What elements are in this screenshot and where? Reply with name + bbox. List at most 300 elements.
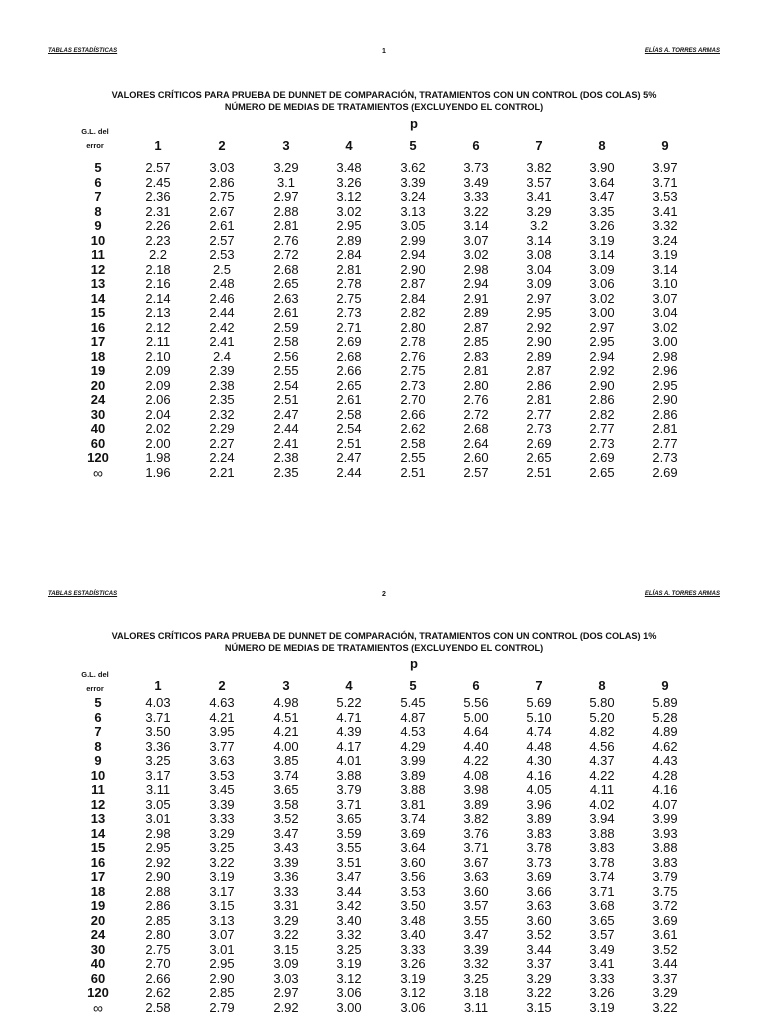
value-cell: 3.00 — [652, 334, 678, 349]
value-cell: 3.43 — [273, 840, 299, 855]
value-cell: 1.98 — [145, 450, 171, 465]
column-header: 1 — [154, 138, 162, 153]
value-cell: 3.1 — [276, 174, 296, 190]
table-row — [0, 856, 768, 871]
header-left-text: TABLAS ESTADÍSTICAS — [48, 48, 118, 54]
value-cell: 2.77 — [589, 421, 615, 436]
value-cell: 2.73 — [589, 435, 615, 451]
table-row — [0, 740, 768, 755]
value-cell: 3.14 — [463, 218, 489, 233]
table-row — [0, 393, 768, 408]
value-cell: 2.69 — [526, 435, 552, 451]
value-cell: 3.83 — [652, 854, 678, 870]
value-cell: 3.01 — [145, 811, 171, 826]
table-row — [0, 379, 768, 394]
value-cell: 3.13 — [400, 203, 426, 219]
value-cell: 3.02 — [336, 203, 362, 219]
value-cell: 3.29 — [652, 985, 678, 1000]
value-cell: 3.19 — [589, 999, 615, 1015]
df-cell: 10 — [90, 767, 106, 783]
value-cell: 3.17 — [145, 767, 171, 783]
table-row — [0, 885, 768, 900]
value-cell: 2.36 — [145, 189, 171, 204]
value-cell: 2.75 — [145, 941, 171, 957]
value-cell: 3.39 — [463, 941, 489, 957]
value-cell: 2.81 — [526, 392, 552, 407]
value-cell: 4.11 — [589, 782, 615, 797]
value-cell: 2.95 — [526, 305, 552, 320]
value-cell: 4.16 — [526, 767, 552, 783]
value-cell: 3.12 — [400, 985, 426, 1000]
value-cell: 2.54 — [336, 421, 362, 436]
value-cell: 2.12 — [145, 319, 171, 335]
table-row — [0, 234, 768, 249]
value-cell: 4.71 — [336, 709, 362, 725]
value-cell: 3.26 — [336, 174, 362, 190]
value-cell: 2.42 — [209, 319, 235, 335]
df-cell: 60 — [90, 435, 106, 451]
value-cell: 2.18 — [145, 261, 171, 277]
df-cell: 6 — [94, 174, 102, 190]
column-header: 6 — [472, 678, 480, 693]
value-cell: 3.49 — [463, 174, 489, 190]
value-cell: 3.19 — [589, 232, 615, 248]
table-row — [0, 248, 768, 263]
value-cell: 2.98 — [145, 825, 171, 841]
value-cell: 2.68 — [336, 348, 362, 364]
value-cell: 3.12 — [336, 970, 362, 986]
value-cell: 2.92 — [145, 854, 171, 870]
value-cell: 4.21 — [273, 724, 299, 739]
table-row — [0, 321, 768, 336]
column-header: 3 — [282, 138, 290, 153]
value-cell: 4.48 — [526, 738, 552, 754]
value-cell: 3.65 — [589, 912, 615, 928]
value-cell: 3.89 — [463, 796, 489, 812]
value-cell: 3.33 — [400, 941, 426, 957]
df-label-line1: G.L. del — [81, 670, 109, 679]
value-cell: 2.57 — [463, 464, 489, 480]
value-cell: 4.51 — [273, 709, 299, 725]
value-cell: 3.22 — [463, 203, 489, 219]
table-row — [0, 943, 768, 958]
value-cell: 2.86 — [526, 377, 552, 393]
value-cell: 3.32 — [652, 218, 678, 233]
value-cell: 3.81 — [400, 796, 426, 812]
value-cell: 2.32 — [209, 406, 235, 422]
value-cell: 2.09 — [145, 377, 171, 393]
value-cell: 2.68 — [463, 421, 489, 436]
value-cell: 3.52 — [526, 927, 552, 942]
value-cell: 2.82 — [589, 406, 615, 422]
value-cell: 2.65 — [336, 377, 362, 393]
value-cell: 3.71 — [336, 796, 362, 812]
value-cell: 3.65 — [336, 811, 362, 826]
df-cell: 12 — [90, 261, 106, 277]
value-cell: 2.90 — [589, 377, 615, 393]
value-cell: 4.53 — [400, 724, 426, 739]
table-row — [0, 437, 768, 452]
table-body — [0, 161, 768, 480]
value-cell: 2.94 — [463, 276, 489, 291]
value-cell: 2.95 — [145, 840, 171, 855]
value-cell: 3.93 — [652, 825, 678, 841]
value-cell: 3.11 — [463, 999, 489, 1015]
table-row — [0, 769, 768, 784]
column-header: 1 — [154, 678, 162, 693]
value-cell: 2.92 — [526, 319, 552, 335]
value-cell: 3.11 — [145, 782, 171, 797]
value-cell: 3.15 — [526, 999, 552, 1015]
value-cell: 3.69 — [526, 869, 552, 884]
value-cell: 3.65 — [273, 782, 299, 797]
value-cell: 4.17 — [336, 738, 362, 754]
value-cell: 2.86 — [145, 898, 171, 913]
value-cell: 2.61 — [273, 305, 299, 320]
p-label: p — [410, 116, 418, 131]
value-cell: 2.92 — [589, 363, 615, 378]
value-cell: 3.62 — [400, 160, 426, 175]
value-cell: 2.70 — [145, 956, 171, 971]
table-row — [0, 205, 768, 220]
table-row — [0, 696, 768, 711]
value-cell: 4.07 — [652, 796, 678, 812]
value-cell: 2.82 — [400, 305, 426, 320]
column-header: 2 — [218, 678, 226, 693]
value-cell: 4.43 — [652, 753, 678, 768]
value-cell: 3.13 — [209, 912, 235, 928]
value-cell: 2.46 — [209, 290, 235, 306]
value-cell: 3.83 — [526, 825, 552, 841]
table-row — [0, 190, 768, 205]
value-cell: 4.87 — [400, 709, 426, 725]
df-cell: 7 — [94, 189, 102, 204]
df-cell: 30 — [90, 941, 106, 957]
value-cell: 3.36 — [145, 738, 171, 754]
value-cell: 3.47 — [273, 825, 299, 841]
value-cell: 3.33 — [463, 189, 489, 204]
value-cell: 3.15 — [273, 941, 299, 957]
value-cell: 2.78 — [336, 276, 362, 291]
value-cell: 2.60 — [463, 450, 489, 465]
value-cell: 4.37 — [589, 753, 615, 768]
value-cell: 2.23 — [145, 232, 171, 248]
value-cell: 3.41 — [652, 203, 678, 219]
df-cell: 16 — [90, 319, 106, 335]
value-cell: 3.68 — [589, 898, 615, 913]
value-cell: 5.20 — [589, 709, 615, 725]
value-cell: 3.42 — [336, 898, 362, 913]
table-row — [0, 451, 768, 466]
value-cell: 2.51 — [400, 464, 426, 480]
value-cell: 2.90 — [145, 869, 171, 884]
value-cell: 3.73 — [526, 854, 552, 870]
value-cell: 3.19 — [336, 956, 362, 971]
table-row — [0, 422, 768, 437]
column-header: 9 — [661, 678, 669, 693]
value-cell: 3.07 — [652, 290, 678, 306]
df-cell: 120 — [87, 985, 109, 1000]
value-cell: 2.94 — [589, 348, 615, 364]
value-cell: 2.51 — [526, 464, 552, 480]
df-cell: 11 — [91, 247, 105, 262]
value-cell: 3.19 — [652, 247, 678, 262]
value-cell: 2.95 — [652, 377, 678, 393]
value-cell: 2.57 — [209, 232, 235, 248]
column-header: 7 — [535, 678, 543, 693]
table-row — [0, 408, 768, 423]
df-cell: 14 — [90, 825, 106, 841]
value-cell: 3.55 — [336, 840, 362, 855]
value-cell: 3.57 — [463, 898, 489, 913]
value-cell: 3.73 — [463, 160, 489, 175]
value-cell: 3.55 — [463, 912, 489, 928]
value-cell: 3.09 — [589, 261, 615, 277]
value-cell: 2.87 — [526, 363, 552, 378]
value-cell: 2.98 — [463, 261, 489, 277]
value-cell: 3.31 — [273, 898, 299, 913]
df-cell: 10 — [90, 232, 106, 248]
value-cell: 3.98 — [463, 782, 489, 797]
value-cell: 2.39 — [209, 363, 235, 378]
value-cell: 2.24 — [209, 450, 235, 465]
value-cell: 2.72 — [273, 247, 299, 262]
df-cell: 13 — [90, 276, 106, 291]
value-cell: 2.51 — [336, 435, 362, 451]
table-row — [0, 1001, 768, 1016]
value-cell: 3.67 — [463, 854, 489, 870]
table-row — [0, 972, 768, 987]
value-cell: 3.53 — [652, 189, 678, 204]
table-row — [0, 725, 768, 740]
value-cell: 3.22 — [526, 985, 552, 1000]
header-left-text: TABLAS ESTADÍSTICAS — [48, 591, 118, 597]
value-cell: 3.24 — [652, 232, 678, 248]
df-cell: 8 — [94, 738, 102, 754]
value-cell: 3.63 — [209, 753, 235, 768]
value-cell: 3.05 — [400, 218, 426, 233]
value-cell: 2.80 — [145, 927, 171, 942]
value-cell: 2.92 — [273, 999, 299, 1015]
value-cell: 2.86 — [652, 406, 678, 422]
value-cell: 4.02 — [589, 796, 615, 812]
df-cell: 120 — [87, 450, 109, 465]
value-cell: 3.72 — [652, 898, 678, 913]
df-cell: 30 — [90, 406, 106, 422]
value-cell: 3.39 — [273, 854, 299, 870]
value-cell: 4.00 — [273, 738, 299, 754]
df-cell: 20 — [90, 377, 106, 393]
value-cell: 2.02 — [145, 421, 171, 436]
table-subtitle: NÚMERO DE MEDIAS DE TRATAMIENTOS (EXCLUYENDO EL CONTROL) — [224, 643, 544, 653]
value-cell: 3.36 — [273, 869, 299, 884]
value-cell: 2.55 — [273, 363, 299, 378]
page-2 — [0, 540, 768, 1024]
value-cell: 4.22 — [463, 753, 489, 768]
value-cell: 4.39 — [336, 724, 362, 739]
df-cell: 8 — [94, 203, 102, 219]
value-cell: 3.88 — [589, 825, 615, 841]
value-cell: 4.63 — [209, 695, 235, 710]
value-cell: 2.61 — [336, 392, 362, 407]
value-cell: 3.94 — [589, 811, 615, 826]
value-cell: 2.58 — [145, 999, 171, 1015]
value-cell: 2.78 — [400, 334, 426, 349]
value-cell: 2.29 — [209, 421, 235, 436]
value-cell: 2.67 — [209, 203, 235, 219]
value-cell: 3.82 — [526, 160, 552, 175]
column-header: 8 — [598, 138, 606, 153]
value-cell: 2.63 — [273, 290, 299, 306]
df-cell: 24 — [90, 927, 106, 942]
value-cell: 3.02 — [463, 247, 489, 262]
value-cell: 3.53 — [400, 883, 426, 899]
value-cell: 2.73 — [400, 377, 426, 393]
value-cell: 3.64 — [400, 840, 426, 855]
value-cell: 2.38 — [209, 377, 235, 393]
table-row — [0, 957, 768, 972]
df-cell: 13 — [90, 811, 106, 826]
value-cell: 3.10 — [652, 276, 678, 291]
value-cell: 2.69 — [652, 464, 678, 480]
value-cell: 2.81 — [463, 363, 489, 378]
value-cell: 3.47 — [463, 927, 489, 942]
value-cell: 3.71 — [145, 709, 171, 725]
df-cell: 17 — [90, 869, 106, 884]
value-cell: 2.88 — [273, 203, 299, 219]
value-cell: 2.21 — [209, 464, 235, 480]
value-cell: 2.65 — [273, 276, 299, 291]
value-cell: 2.41 — [209, 334, 235, 349]
value-cell: 2.44 — [273, 421, 299, 436]
value-cell: 2.04 — [145, 406, 171, 422]
value-cell: 2.72 — [463, 406, 489, 422]
value-cell: 3.14 — [652, 261, 678, 277]
table-title: VALORES CRÍTICOS PARA PRUEBA DE DUNNET DE COMPARACIÓN, TRATAMIENTOS CON UN CONTROL (DOS COLAS) 1% — [111, 631, 657, 641]
table-row — [0, 754, 768, 769]
df-cell: 15 — [90, 840, 106, 855]
value-cell: 3.58 — [273, 796, 299, 812]
value-cell: 3.77 — [209, 738, 235, 754]
value-cell: 3.85 — [273, 753, 299, 768]
table-row — [0, 306, 768, 321]
value-cell: 5.69 — [526, 695, 552, 710]
value-cell: 3.74 — [589, 869, 615, 884]
value-cell: 3.50 — [145, 724, 171, 739]
value-cell: 2.48 — [209, 276, 235, 291]
value-cell: 2.89 — [463, 305, 489, 320]
value-cell: 3.69 — [400, 825, 426, 841]
value-cell: 5.10 — [526, 709, 552, 725]
value-cell: 3.49 — [589, 941, 615, 957]
value-cell: 2.80 — [463, 377, 489, 393]
value-cell: 2.38 — [273, 450, 299, 465]
value-cell: 2.62 — [400, 421, 426, 436]
value-cell: 3.60 — [463, 883, 489, 899]
df-cell: 20 — [90, 912, 106, 928]
value-cell: 3.47 — [336, 869, 362, 884]
table-row — [0, 812, 768, 827]
df-cell: 19 — [90, 363, 106, 378]
df-cell: 5 — [94, 695, 102, 710]
table-row — [0, 364, 768, 379]
value-cell: 4.30 — [526, 753, 552, 768]
value-cell: 3.33 — [209, 811, 235, 826]
value-cell: 3.76 — [463, 825, 489, 841]
value-cell: 4.03 — [145, 695, 171, 710]
value-cell: 2.97 — [526, 290, 552, 306]
column-headers — [0, 138, 768, 152]
value-cell: 3.63 — [463, 869, 489, 884]
table-row — [0, 350, 768, 365]
value-cell: 3.52 — [652, 941, 678, 957]
value-cell: 3.79 — [336, 782, 362, 797]
value-cell: 5.89 — [652, 695, 678, 710]
df-cell: 6 — [94, 709, 102, 725]
value-cell: 3.50 — [400, 898, 426, 913]
value-cell: 2.69 — [589, 450, 615, 465]
df-label-line2: error — [86, 684, 104, 693]
value-cell: 2.95 — [336, 218, 362, 233]
value-cell: 3.56 — [400, 869, 426, 884]
value-cell: 2.99 — [400, 232, 426, 248]
value-cell: 3.88 — [652, 840, 678, 855]
value-cell: 3.08 — [526, 247, 552, 262]
value-cell: 2.85 — [209, 985, 235, 1000]
value-cell: 4.56 — [589, 738, 615, 754]
column-header: 9 — [661, 138, 669, 153]
table-row — [0, 466, 768, 481]
value-cell: 3.37 — [652, 970, 678, 986]
table-row — [0, 161, 768, 176]
value-cell: 3.61 — [652, 927, 678, 942]
value-cell: 2.14 — [145, 290, 171, 306]
value-cell: 2.16 — [145, 276, 171, 291]
value-cell: 2.10 — [145, 348, 171, 364]
value-cell: 3.29 — [526, 970, 552, 986]
df-cell: 40 — [90, 421, 106, 436]
table-row — [0, 219, 768, 234]
value-cell: 2.95 — [589, 334, 615, 349]
value-cell: 4.98 — [273, 695, 299, 710]
value-cell: 4.29 — [400, 738, 426, 754]
value-cell: 2.47 — [336, 450, 362, 465]
value-cell: 5.00 — [463, 709, 489, 725]
value-cell: 2.90 — [652, 392, 678, 407]
value-cell: 5.28 — [652, 709, 678, 725]
value-cell: 2.57 — [145, 160, 171, 175]
value-cell: 3.74 — [273, 767, 299, 783]
table-row — [0, 798, 768, 813]
header-right-text: ELÍAS A. TORRES ARMAS — [644, 591, 720, 597]
df-cell: 14 — [90, 290, 106, 306]
value-cell: 2.51 — [273, 392, 299, 407]
value-cell: 2.75 — [209, 189, 235, 204]
value-cell: 2.11 — [145, 334, 171, 349]
table-body — [0, 696, 768, 1015]
value-cell: 2.86 — [589, 392, 615, 407]
column-header: 7 — [535, 138, 543, 153]
value-cell: 3.44 — [526, 941, 552, 957]
value-cell: 3.89 — [526, 811, 552, 826]
column-header: 8 — [598, 678, 606, 693]
value-cell: 4.21 — [209, 709, 235, 725]
value-cell: 3.60 — [400, 854, 426, 870]
value-cell: 2.09 — [145, 363, 171, 378]
value-cell: 2.89 — [336, 232, 362, 248]
value-cell: 3.99 — [652, 811, 678, 826]
value-cell: 3.75 — [652, 883, 678, 899]
